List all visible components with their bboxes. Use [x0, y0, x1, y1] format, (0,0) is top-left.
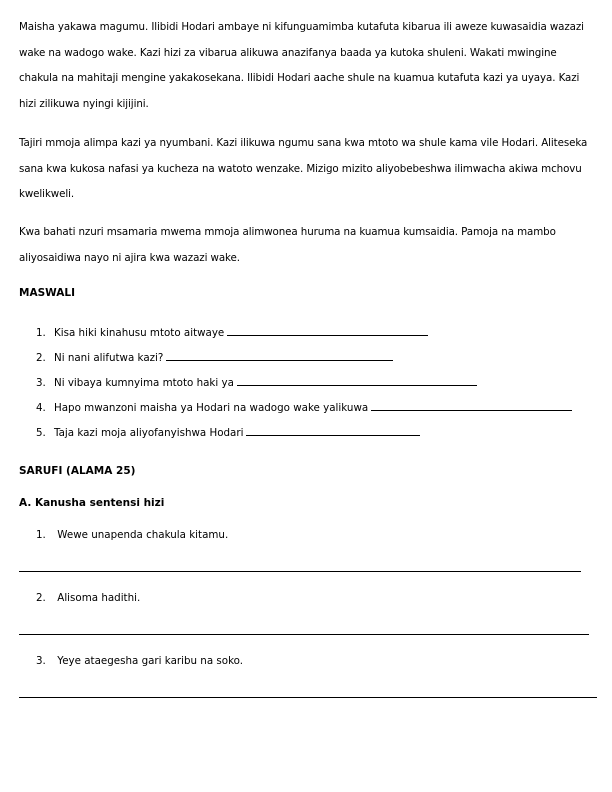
answer-blank[interactable] — [237, 376, 477, 386]
answer-line[interactable] — [19, 697, 597, 698]
question-number: 2. — [36, 352, 46, 364]
maswali-heading: MASWALI — [19, 287, 75, 299]
question-item-5 — [36, 426, 420, 439]
answer-line[interactable] — [19, 634, 589, 635]
section-a-heading: A. Kanusha sentensi hizi — [19, 497, 165, 509]
question-text: Ni nani alifutwa kazi? — [54, 352, 164, 364]
question-number: 1. — [36, 327, 46, 339]
answer-blank[interactable] — [371, 401, 572, 411]
question-number: 5. — [36, 427, 46, 439]
sentence-item-2 — [36, 592, 140, 604]
passage-paragraph-2: Tajiri mmoja alimpa kazi ya nyumbani. Kazi ilikuwa ngumu sana kwa mtoto wa shule kama vile Hodari. Aliteseka sana kwa kukosa nafasi ya kucheza na watoto wenzake. Mizigo mizito aliyobebeshwa ilimwacha akiwa mchovu kwelikweli. — [19, 137, 588, 201]
answer-line[interactable] — [19, 571, 581, 572]
passage-paragraph-3: Kwa bahati nzuri msamaria mwema mmoja alimwonea huruma na kuamua kumsaidia. Pamoja na mambo aliyosaidiwa nayo ni ajira kwa wazazi wake. — [19, 226, 556, 264]
question-text: Kisa hiki kinahusu mtoto aitwaye — [54, 327, 225, 339]
question-number: 3. — [36, 377, 46, 389]
sarufi-heading: SARUFI (ALAMA 25) — [19, 465, 136, 477]
question-text: Hapo mwanzoni maisha ya Hodari na wadogo wake yalikuwa — [54, 402, 369, 414]
sentence-number: 1. — [36, 529, 46, 541]
question-number: 4. — [36, 402, 46, 414]
sentence-number: 2. — [36, 592, 46, 604]
question-text: Ni vibaya kumnyima mtoto haki ya — [54, 377, 234, 389]
sentence-text: Yeye ataegesha gari karibu na soko. — [57, 655, 244, 667]
sentence-number: 3. — [36, 655, 46, 667]
question-item-2 — [36, 351, 393, 364]
answer-blank[interactable] — [166, 351, 393, 361]
sentence-item-1 — [36, 529, 228, 541]
sentence-text: Alisoma hadithi. — [57, 592, 141, 604]
sentence-item-3 — [36, 655, 243, 667]
sentence-text: Wewe unapenda chakula kitamu. — [57, 529, 229, 541]
passage-paragraph-1: Maisha yakawa magumu. Ilibidi Hodari ambaye ni kifunguamimba kutafuta kibarua ili aweze kuwasaidia wazazi wake na wadogo wake. Kazi hizi za vibarua alikuwa anazifanya baada ya kutoka shuleni. Wakati mwingine chakula na mahitaji mengine yakakosekana. Ilibidi Hodari aache shule na kuamua kutafuta kazi ya uyaya. Kazi hizi zilikuwa nyingi kijijini. — [19, 21, 584, 110]
answer-blank[interactable] — [227, 326, 428, 336]
answer-blank[interactable] — [246, 426, 420, 436]
question-item-3 — [36, 376, 477, 389]
question-item-4 — [36, 401, 572, 414]
question-text: Taja kazi moja aliyofanyishwa Hodari — [54, 427, 244, 439]
question-item-1 — [36, 326, 428, 339]
